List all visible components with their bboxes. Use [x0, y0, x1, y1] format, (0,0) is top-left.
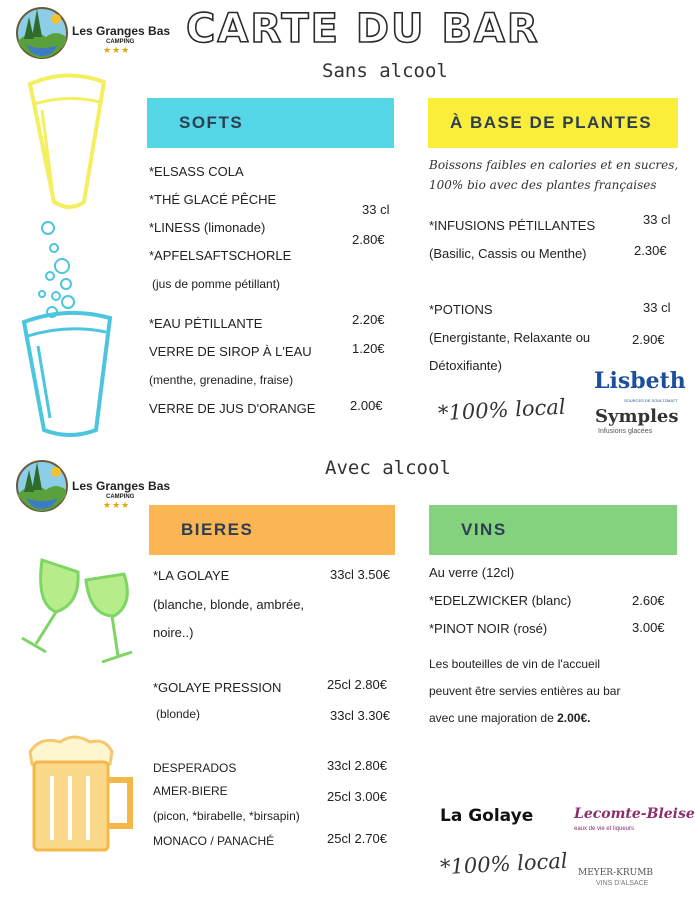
lisbeth-logo: Lisbeth: [594, 368, 686, 394]
golaye-label: *LA GOLAYE: [153, 568, 230, 583]
wine-glass-icon: [86, 574, 132, 662]
local-stamp: *100% local: [437, 394, 567, 426]
vins-note: peuvent être servies entières au bar: [429, 684, 621, 698]
golaye-detail: noire..): [153, 625, 194, 640]
softs-price: 2.80€: [352, 232, 385, 247]
pression-label: *GOLAYE PRESSION: [153, 680, 282, 695]
desperados-price: 33cl 2.80€: [327, 758, 387, 773]
campsite-name: Les Granges Bas: [72, 479, 171, 493]
softs-item: *LINESS (limonade): [149, 220, 266, 235]
softs-size: 33 cl: [362, 202, 390, 217]
campsite-logo: [16, 3, 68, 61]
vins-header: VINS: [429, 505, 677, 555]
campsite-stars: ★★★: [103, 45, 131, 55]
water-label: *EAU PÉTILLANTE: [149, 316, 263, 331]
bubbles-icon: [39, 222, 74, 317]
vins-note: Les bouteilles de vin de l'accueil: [429, 657, 601, 671]
la-golaye-logo: La Golaye: [440, 806, 534, 826]
pression-price: 33cl 3.30€: [330, 708, 390, 723]
vins-note: [429, 711, 590, 725]
amer-detail: (picon, *birabelle, *birsapin): [153, 809, 300, 823]
campsite-logo: [16, 456, 68, 514]
wine-glass-icon: [22, 560, 78, 652]
softs-item: *ELSASS COLA: [149, 164, 244, 179]
softs-item: *THÉ GLACÉ PÊCHE: [149, 192, 277, 207]
potions-label: *POTIONS: [429, 302, 493, 317]
monaco-label: MONACO / PANACHÉ: [153, 834, 275, 848]
lecomte-bleise-logo: Lecomte-Bleise: [574, 806, 695, 822]
lecomte-bleise-sub: eaux de vie et liqueurs: [574, 826, 635, 832]
juice-price: 2.00€: [350, 398, 383, 413]
infusions-detail: (Basilic, Cassis ou Menthe): [429, 246, 587, 261]
pinot-label: *PINOT NOIR (rosé): [429, 621, 548, 636]
campsite-name: Les Granges Bas: [72, 24, 171, 38]
campsite-stars: ★★★: [103, 500, 131, 510]
amer-price: 25cl 3.00€: [327, 789, 387, 804]
meyer-krumb-logo: MEYER-KRUMB: [578, 868, 654, 878]
golaye-price: 33cl 3.50€: [330, 567, 390, 582]
monaco-price: 25cl 2.70€: [327, 831, 387, 846]
vins-verre: Au verre (12cl): [429, 565, 515, 580]
glass-illustration: [12, 70, 122, 440]
potions-size: 33 cl: [643, 300, 671, 315]
campsite-logo-icon: [16, 3, 68, 61]
infusions-size: 33 cl: [643, 212, 671, 227]
edelzwicker-label: *EDELZWICKER (blanc): [429, 593, 572, 608]
wine-glasses-illustration: [6, 552, 146, 682]
yellow-glass-icon: [30, 75, 104, 207]
campsite-logo-icon: [16, 456, 68, 514]
beer-mug-icon: [30, 737, 130, 850]
amer-label: AMER-BIERE: [153, 784, 228, 798]
pression-detail: (blonde): [156, 707, 201, 721]
water-price: 2.20€: [352, 312, 385, 327]
vins-note-price: 2.00€.: [557, 711, 591, 725]
section-subtitle-avec-alcool: Avec alcool: [325, 457, 451, 479]
infusions-price: 2.30€: [634, 243, 667, 258]
meyer-krumb-sub: VINS D'ALSACE: [596, 880, 649, 887]
softs-item: (jus de pomme pétillant): [152, 277, 281, 291]
lisbeth-sub: SOURCES DE SOULTZMATT: [624, 398, 678, 403]
vins-note-text: avec une majoration de: [429, 711, 558, 725]
plantes-note: 100% bio avec des plantes françaises: [429, 178, 657, 192]
pression-price: 25cl 2.80€: [327, 677, 387, 692]
desperados-label: DESPERADOS: [153, 761, 237, 775]
softs-item: *APFELSAFTSCHORLE: [149, 248, 292, 263]
blue-glass-icon: [24, 313, 110, 435]
softs-header: SOFTS: [147, 98, 394, 148]
sirop-label: VERRE DE SIROP À L'EAU: [149, 344, 312, 359]
pinot-price: 3.00€: [632, 620, 665, 635]
potions-price: 2.90€: [632, 332, 665, 347]
edelzwicker-price: 2.60€: [632, 593, 665, 608]
local-stamp: *100% local: [439, 848, 569, 880]
campsite-sub: CAMPING: [106, 39, 135, 45]
potions-detail: (Energistante, Relaxante ou: [429, 330, 591, 345]
plantes-note: Boissons faibles en calories et en sucres,: [429, 158, 679, 172]
beer-mug-illustration: [20, 730, 140, 860]
plantes-header: À BASE DE PLANTES: [428, 98, 678, 148]
section-subtitle-sans-alcool: Sans alcool: [322, 60, 448, 82]
bieres-header: BIERES: [149, 505, 395, 555]
symples-sub: Infusions glacées: [598, 428, 653, 435]
golaye-detail: (blanche, blonde, ambrée,: [153, 597, 305, 612]
potions-detail: Détoxifiante): [429, 358, 502, 373]
juice-label: VERRE DE JUS D'ORANGE: [149, 401, 316, 416]
symples-logo: Symples: [595, 406, 679, 427]
campsite-sub: CAMPING: [106, 494, 135, 500]
page-title: CARTE DU BAR: [186, 6, 540, 52]
sirop-detail: (menthe, grenadine, fraise): [149, 373, 294, 387]
infusions-label: *INFUSIONS PÉTILLANTES: [429, 218, 596, 233]
sirop-price: 1.20€: [352, 341, 385, 356]
